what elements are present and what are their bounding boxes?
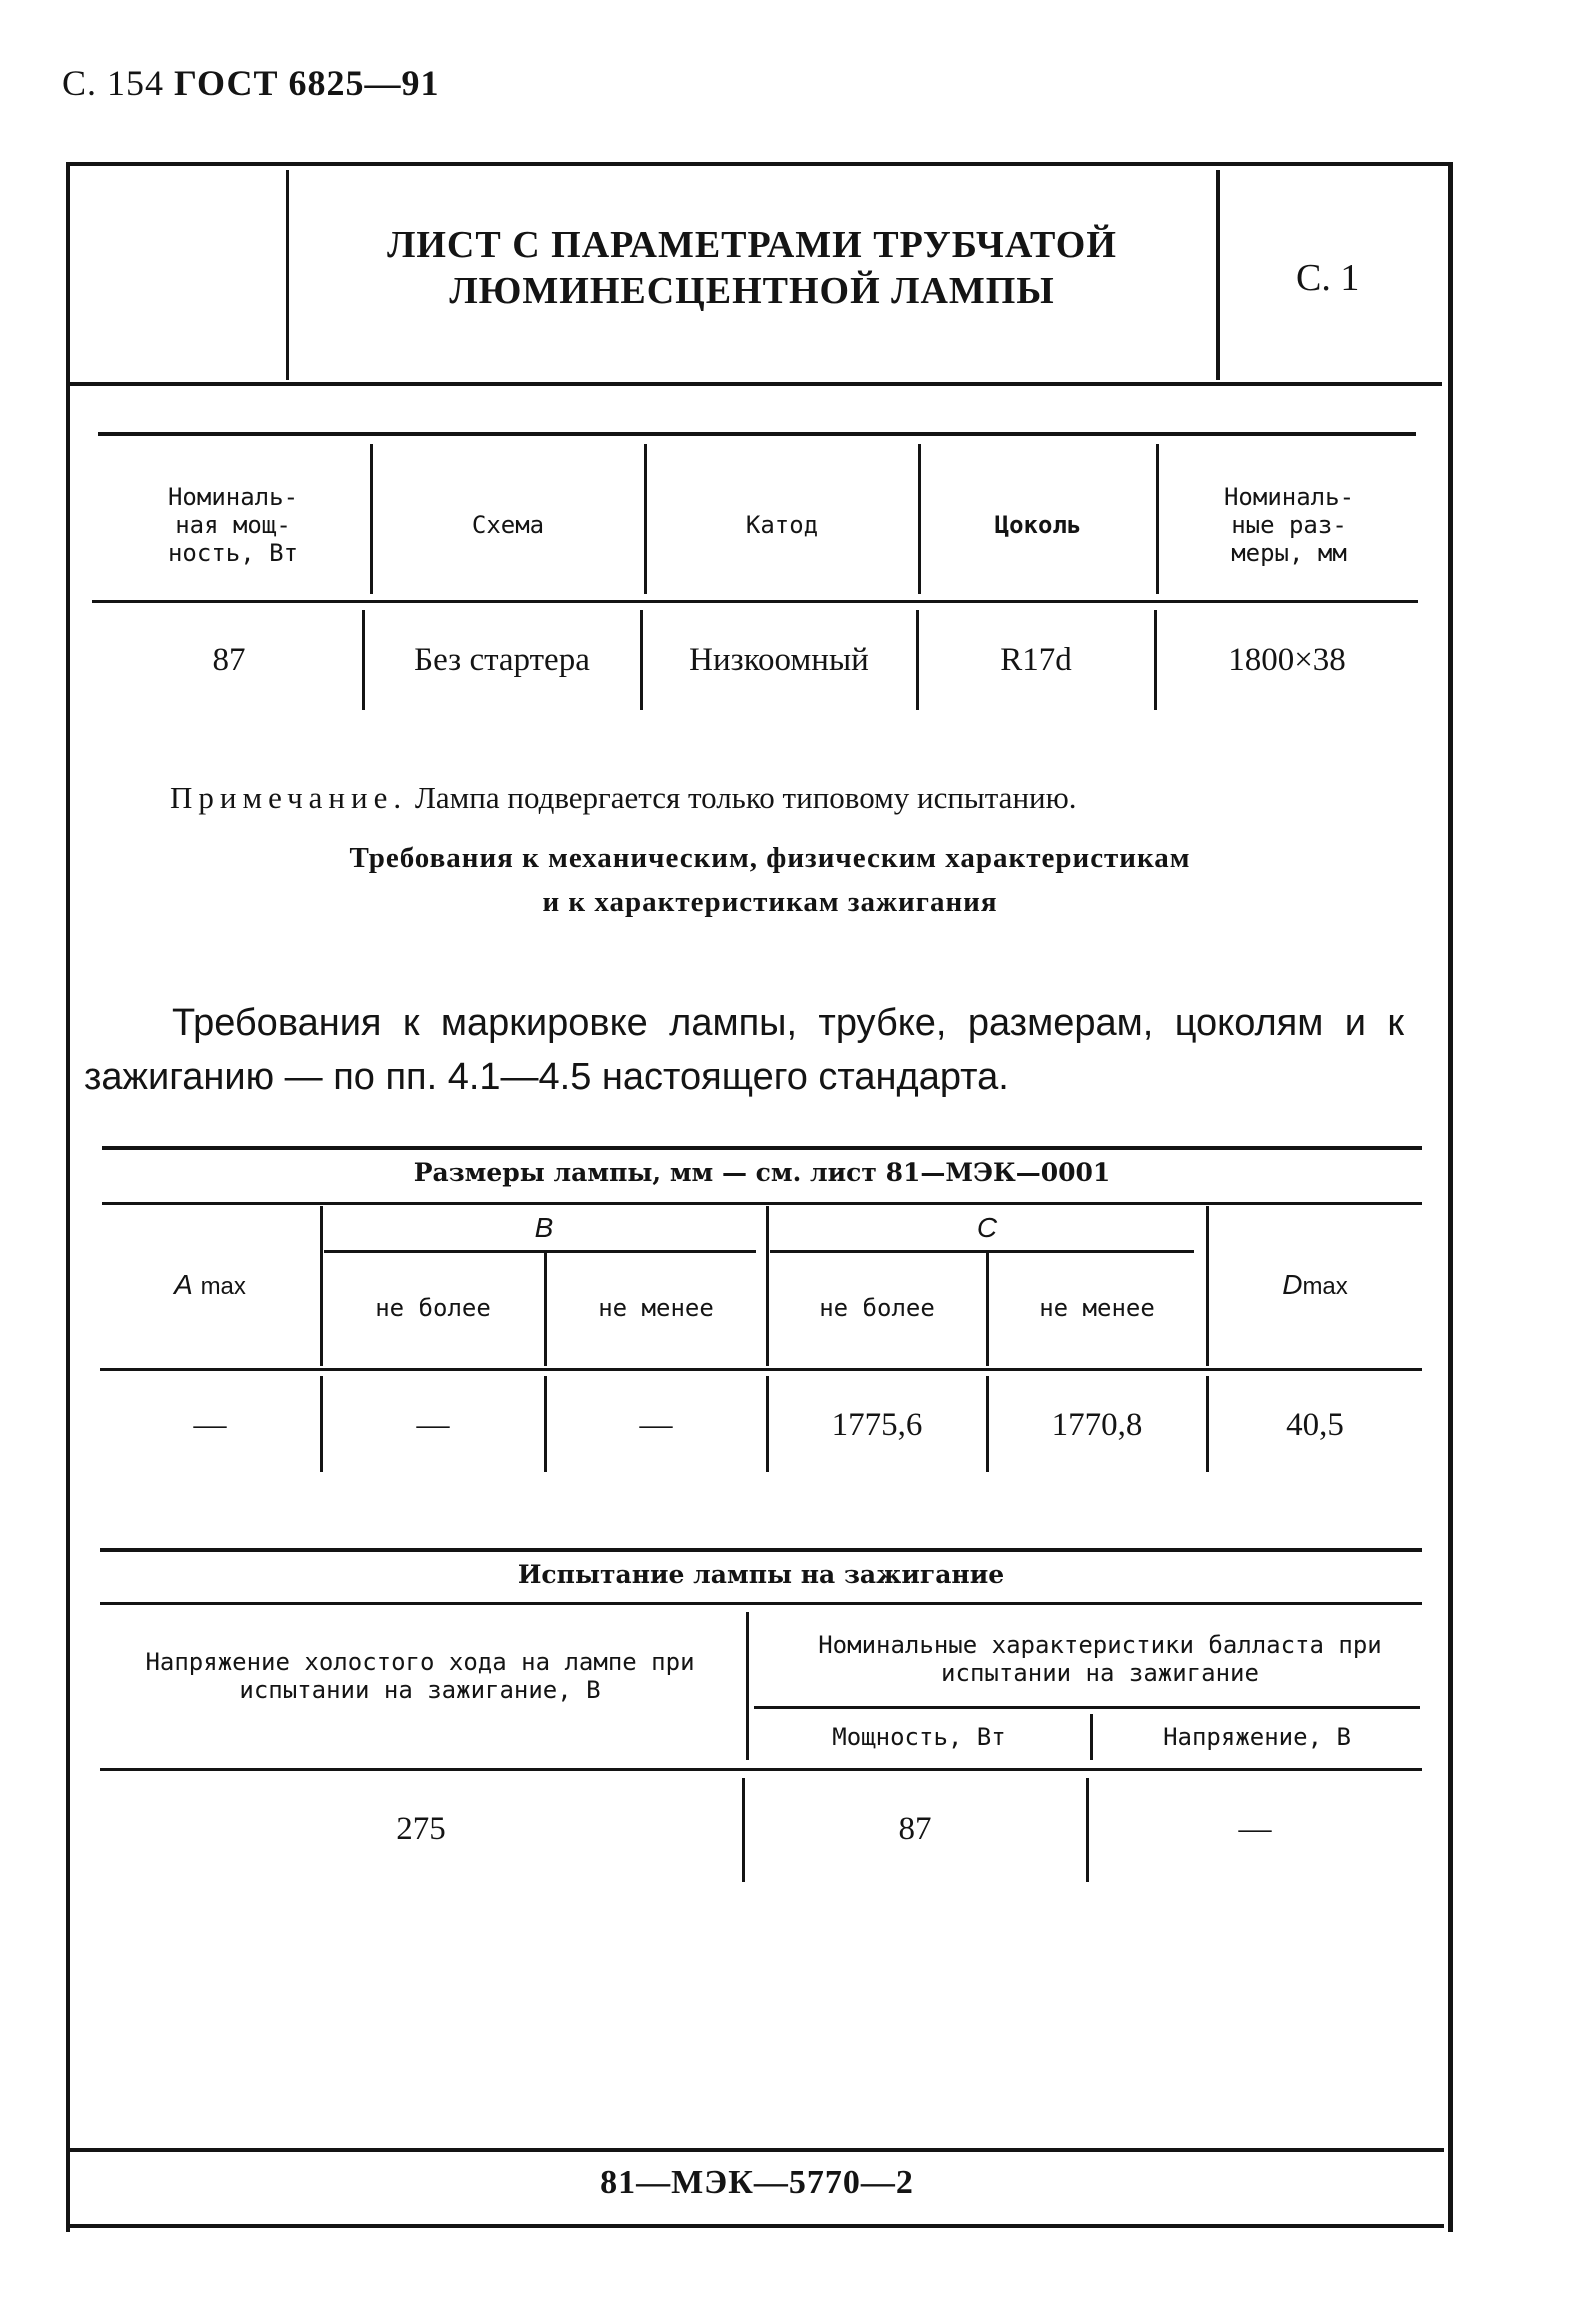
ignition-row-divider-1 <box>742 1778 745 1882</box>
dim-value-c-min: 1770,8 <box>1051 1406 1143 1443</box>
dimensions-header-rule <box>100 1368 1422 1371</box>
dim-row-divider-4 <box>986 1376 989 1472</box>
dim-col-divider-bc <box>766 1206 769 1366</box>
ignition-ballast-rule <box>754 1706 1420 1709</box>
title-block-bottom-rule <box>70 382 1442 386</box>
dim-subheader-b-min: не менее <box>598 1294 714 1322</box>
page-number: С. 154 <box>62 63 165 103</box>
lamp-value-cathode: Низкоомный <box>689 641 869 678</box>
lamp-row-divider-1 <box>362 610 365 710</box>
requirements-heading-line2: и к характеристикам зажигания <box>542 886 998 918</box>
dim-group-b-rule <box>324 1250 756 1253</box>
sheet-title-line1: ЛИСТ С ПАРАМЕТРАМИ ТРУБЧАТОЙ <box>387 224 1117 266</box>
dim-col-divider-a <box>320 1206 323 1366</box>
standard-number: ГОСТ 6825—91 <box>174 63 440 103</box>
dimensions-caption: Размеры лампы, мм — см. лист 81—МЭК—0001 <box>413 1158 1111 1187</box>
page-header <box>62 62 439 104</box>
ignition-value-power: 87 <box>898 1810 932 1847</box>
dimensions-caption-rule <box>102 1202 1422 1205</box>
dim-value-b-min: — <box>639 1406 673 1443</box>
lamp-value-base: R17d <box>1000 641 1072 678</box>
dim-header-d-max <box>1210 1210 1420 1360</box>
title-divider-left <box>286 170 289 380</box>
ignition-header-ballast-voltage: Напряжение, В <box>1163 1723 1351 1751</box>
ignition-col-divider-1 <box>746 1612 749 1760</box>
dim-c-symbol: C <box>976 1212 998 1243</box>
sheet-title-line2: ЛЮМИНЕСЦЕНТНОЙ ЛАМПЫ <box>449 270 1055 312</box>
dim-d-subscript: max <box>1302 1273 1348 1300</box>
dim-value-c-max: 1775,6 <box>831 1406 923 1443</box>
lamp-row-divider-4 <box>1154 610 1157 710</box>
lamp-header-power: Номиналь- ная мощ- ность, Вт <box>167 483 299 567</box>
lamp-value-power: 87 <box>212 641 246 678</box>
dim-value-a-max: — <box>193 1406 227 1443</box>
ignition-header-power: Мощность, Вт <box>832 1723 1006 1751</box>
lamp-col-divider-2 <box>644 444 647 594</box>
dim-row-divider-2 <box>544 1376 547 1472</box>
requirements-heading <box>180 836 1360 924</box>
lamp-header-cathode: Катод <box>745 511 819 539</box>
dim-header-group-c <box>770 1208 1204 1248</box>
ignition-header-ballast: Номинальные характеристики балласта при испытании на зажигание <box>818 1631 1382 1687</box>
lamp-value-dimensions: 1800×38 <box>1228 641 1346 678</box>
lamp-value-scheme: Без стартера <box>414 641 590 678</box>
dim-b-symbol: B <box>534 1212 554 1243</box>
dim-subheader-c-min: не менее <box>1039 1294 1155 1322</box>
sheet-title <box>292 222 1212 314</box>
ignition-row-divider-2 <box>1086 1778 1089 1882</box>
dim-d-symbol: D <box>1282 1269 1303 1300</box>
dim-col-divider-cd <box>1206 1206 1209 1366</box>
dim-header-group-b <box>324 1208 764 1248</box>
dim-col-divider-b <box>544 1250 547 1366</box>
lamp-header-dimensions: Номиналь- ные раз- меры, мм <box>1223 483 1355 567</box>
lamp-row-divider-2 <box>640 610 643 710</box>
dim-subheader-b-max: не более <box>375 1294 491 1322</box>
lamp-row-divider-3 <box>916 610 919 710</box>
footer-rule <box>70 2148 1444 2152</box>
lamp-col-divider-3 <box>918 444 921 594</box>
ignition-header-voltage: Напряжение холостого хода на лампе при испытании на зажигание, В <box>145 1648 695 1704</box>
requirements-text: Требования к маркировке лампы, трубке, размерам, цоколям и к зажиганию — по пп. 4.1—4.5 настоящего стандарта. <box>84 1002 1404 1098</box>
dim-row-divider-3 <box>766 1376 769 1472</box>
lamp-table-header-rule <box>92 600 1418 603</box>
ignition-table-top-rule <box>100 1548 1422 1552</box>
lamp-table-top-rule <box>98 432 1416 436</box>
lamp-header-scheme: Схема <box>471 511 545 539</box>
lamp-col-divider-1 <box>370 444 373 594</box>
sheet-page-label: С. 1 <box>1296 257 1360 299</box>
note-text: Лампа подвергается только типовому испытанию. <box>414 780 1077 815</box>
requirements-heading-line1: Требования к механическим, физическим характеристикам <box>349 842 1191 874</box>
dim-subheader-c-max: не более <box>819 1294 935 1322</box>
ignition-header-rule <box>100 1768 1422 1771</box>
note-label: Примечание. <box>170 780 408 815</box>
dim-group-c-rule <box>770 1250 1194 1253</box>
dim-row-divider-1 <box>320 1376 323 1472</box>
dim-a-symbol: A <box>174 1269 193 1300</box>
ignition-caption: Испытание лампы на зажигание <box>517 1560 1005 1589</box>
dimensions-table-top-rule <box>102 1146 1422 1150</box>
ignition-col-divider-2 <box>1090 1714 1093 1760</box>
ignition-value-ballast-voltage: — <box>1238 1810 1272 1847</box>
ignition-caption-rule <box>100 1602 1422 1605</box>
dim-value-b-max: — <box>416 1406 450 1443</box>
dim-value-d-max: 40,5 <box>1286 1406 1344 1443</box>
footer-sheet-code: 81—МЭК—5770—2 <box>600 2164 914 2201</box>
dim-col-divider-c <box>986 1250 989 1366</box>
dim-row-divider-5 <box>1206 1376 1209 1472</box>
dim-header-a-max <box>104 1210 316 1360</box>
lamp-header-base: Цоколь <box>994 511 1082 539</box>
frame-bottom-rule <box>70 2224 1444 2228</box>
ignition-value-voltage: 275 <box>396 1810 446 1847</box>
dim-a-subscript: max <box>200 1273 246 1300</box>
note <box>170 780 1077 816</box>
lamp-col-divider-4 <box>1156 444 1159 594</box>
title-divider-right <box>1216 170 1220 380</box>
